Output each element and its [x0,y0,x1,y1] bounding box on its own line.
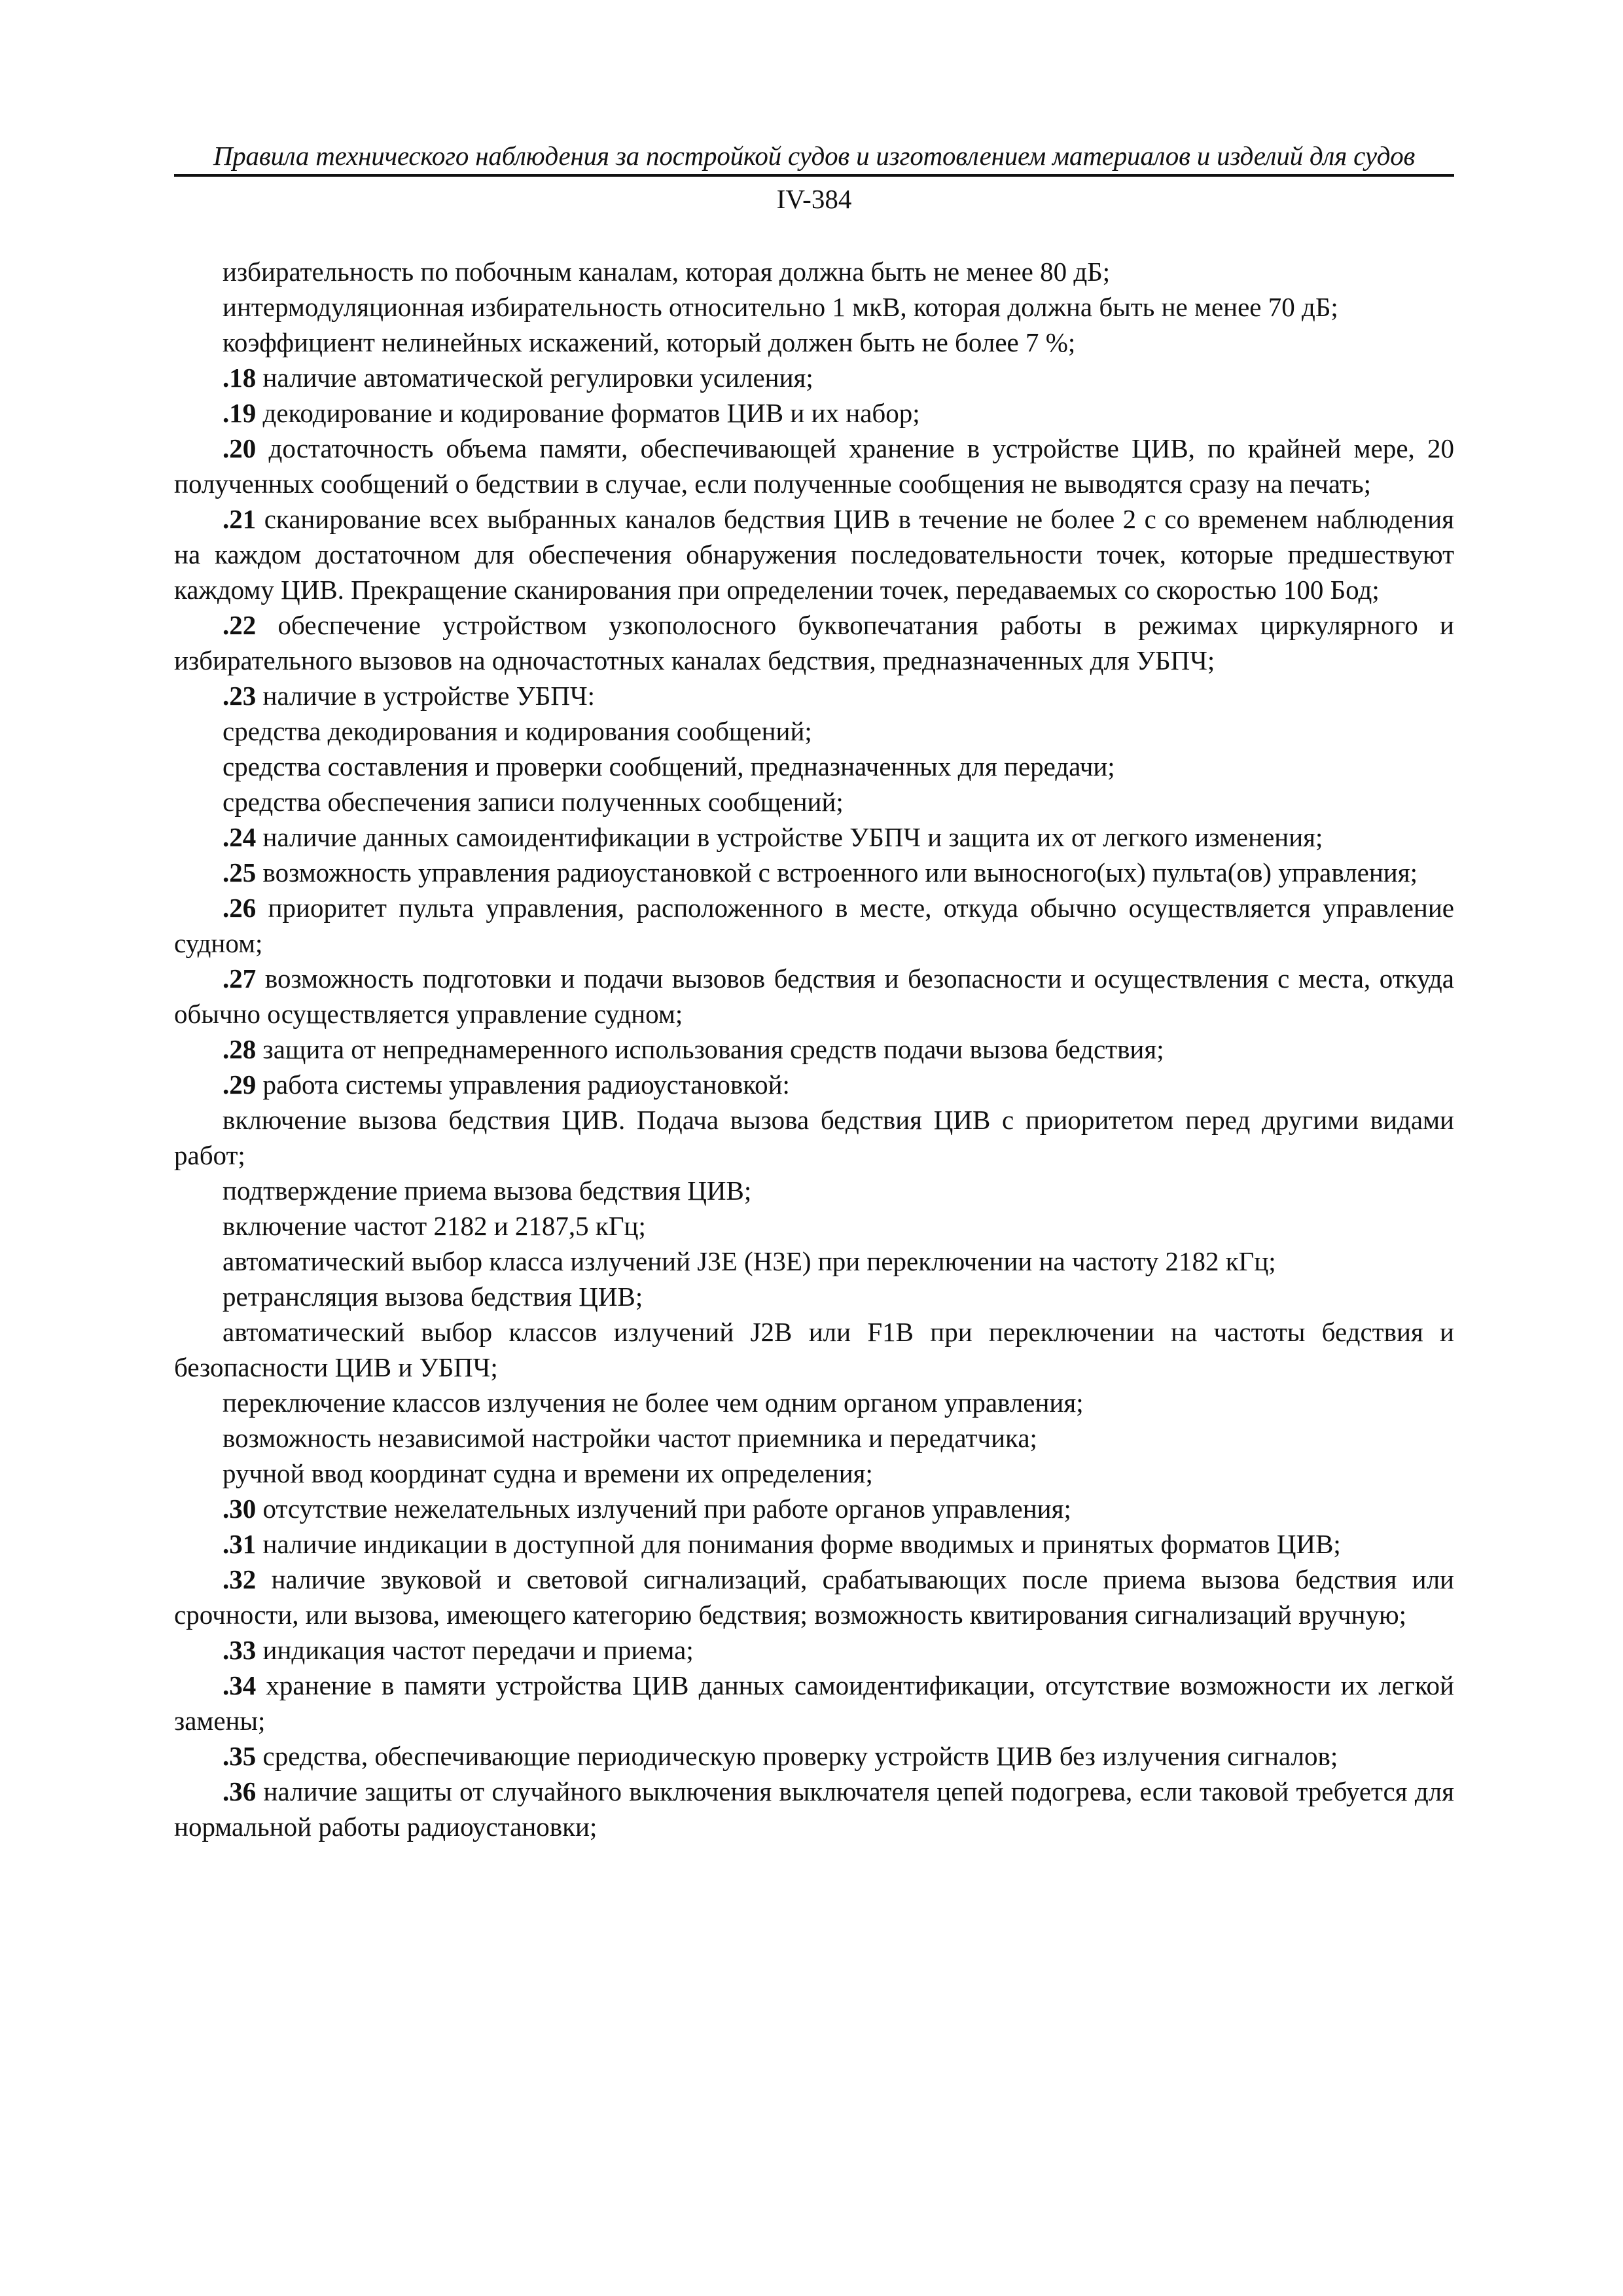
paragraph-text: достаточность объема памяти, обеспечивающей хранение в устройстве ЦИВ, по крайней мере, 20 полученных сообщений о бедствии в случае, если полученные сообщения не выводятся сразу на печать; [174,433,1454,499]
paragraph-text: возможность подготовки и подачи вызовов бедствия и безопасности и осуществления с места, откуда обычно осуществляется управление судном; [174,963,1454,1029]
paragraph [174,360,1454,395]
clause-number: .33 [223,1635,257,1665]
paragraph-text: коэффициент нелинейных искажений, который должен быть не более 7 %; [223,327,1076,357]
paragraph [174,289,1454,325]
paragraph-text: переключение классов излучения не более чем одним органом управления; [223,1388,1084,1418]
paragraph-text: подтверждение приема вызова бедствия ЦИВ; [223,1175,752,1206]
paragraph [174,1173,1454,1208]
paragraph [174,1314,1454,1385]
paragraph-text: ручной ввод координат судна и времени их определения; [223,1458,873,1488]
paragraph [174,1420,1454,1456]
paragraph-text: отсутствие нежелательных излучений при работе органов управления; [256,1494,1071,1524]
paragraph [174,1385,1454,1420]
paragraph [174,501,1454,607]
paragraph [174,1102,1454,1173]
paragraph-text: возможность независимой настройки частот приемника и передатчика; [223,1423,1037,1453]
clause-number: .35 [223,1741,257,1771]
paragraph-text: защита от непреднамеренного использования средств подачи вызова бедствия; [256,1034,1164,1064]
paragraph-text: включение частот 2182 и 2187,5 кГц; [223,1211,646,1241]
paragraph [174,1632,1454,1668]
paragraph [174,749,1454,784]
paragraph [174,1738,1454,1774]
clause-number: .36 [223,1776,257,1806]
clause-number: .28 [223,1034,257,1064]
clause-number: .29 [223,1069,257,1100]
clause-number: .21 [223,504,257,534]
paragraph-text: декодирование и кодирование форматов ЦИВ и их набор; [256,398,920,428]
paragraph [174,1279,1454,1314]
clause-number: .22 [223,610,257,640]
clause-number: .25 [223,857,257,888]
paragraph [174,961,1454,1031]
paragraph-text: избирательность по побочным каналам, которая должна быть не менее 80 дБ; [223,257,1111,287]
paragraph-text: работа системы управления радиоустановкой: [256,1069,790,1100]
paragraph-text: сканирование всех выбранных каналов бедствия ЦИВ в течение не более 2 с со временем наблюдения на каждом достаточном для обеспечения обнаружения последовательности точек, которые предшествуют каждому ЦИВ. Прекращение сканирования при определении точек, передаваемых со скоростью 100 Бод; [174,504,1454,605]
paragraph-text: наличие автоматической регулировки усиления; [256,363,813,393]
paragraph [174,890,1454,961]
running-title: Правила технического наблюдения за постройкой судов и изготовлением материалов и изделий для судов [213,141,1416,171]
paragraph [174,678,1454,713]
paragraph [174,855,1454,890]
paragraph-text: автоматический выбор класса излучений J3E (H3E) при переключении на частоту 2182 кГц; [223,1246,1276,1276]
paragraph [174,395,1454,431]
paragraph-text: приоритет пульта управления, расположенного в месте, откуда обычно осуществляется управление судном; [174,893,1454,958]
document-body [174,254,1454,1844]
paragraph-text: наличие индикации в доступной для понимания форме вводимых и принятых форматов ЦИВ; [256,1529,1341,1559]
paragraph [174,784,1454,819]
paragraph [174,325,1454,360]
paragraph [174,431,1454,501]
paragraph-text: возможность управления радиоустановкой с встроенного или выносного(ых) пульта(ов) управления; [256,857,1418,888]
paragraph [174,819,1454,855]
paragraph-text: средства обеспечения записи полученных сообщений; [223,787,844,817]
paragraph [174,1067,1454,1102]
paragraph [174,1668,1454,1738]
paragraph [174,607,1454,678]
paragraph-text: средства декодирования и кодирования сообщений; [223,716,812,746]
clause-number: .26 [223,893,257,923]
paragraph-text: наличие защиты от случайного выключения выключателя цепей подогрева, если таковой требуется для нормальной работы радиоустановки; [174,1776,1454,1842]
paragraph [174,1244,1454,1279]
clause-number: .19 [223,398,257,428]
page-number: IV-384 [776,184,852,214]
paragraph-text: наличие звуковой и световой сигнализаций, срабатывающих после приема вызова бедствия или срочности, или вызова, имеющего категорию бедствия; возможность квитирования сигнализаций вручную; [174,1564,1454,1630]
paragraph-text: включение вызова бедствия ЦИВ. Подача вызова бедствия ЦИВ с приоритетом перед другими видами работ; [174,1105,1454,1170]
clause-number: .30 [223,1494,257,1524]
paragraph-text: хранение в памяти устройства ЦИВ данных самоидентификации, отсутствие возможности их легкой замены; [174,1670,1454,1736]
clause-number: .31 [223,1529,257,1559]
paragraph-text: интермодуляционная избирательность относительно 1 мкВ, которая должна быть не менее 70 дБ; [223,292,1338,322]
paragraph-text: наличие в устройстве УБПЧ: [256,681,595,711]
paragraph [174,1456,1454,1491]
clause-number: .32 [223,1564,257,1594]
clause-number: .34 [223,1670,257,1700]
clause-number: .18 [223,363,257,393]
paragraph-text: автоматический выбор классов излучений J2B или F1B при переключении на частоты бедствия и безопасности ЦИВ и УБПЧ; [174,1317,1454,1382]
paragraph-text: средства, обеспечивающие периодическую проверку устройств ЦИВ без излучения сигналов; [256,1741,1338,1771]
paragraph [174,1208,1454,1244]
paragraph-text: обеспечение устройством узкополосного буквопечатания работы в режимах циркулярного и избирательного вызовов на одночастотных каналах бедствия, предназначенных для УБПЧ; [174,610,1454,675]
paragraph [174,1562,1454,1632]
clause-number: .23 [223,681,257,711]
paragraph [174,1491,1454,1526]
paragraph [174,1031,1454,1067]
paragraph [174,1526,1454,1562]
paragraph-text: ретрансляция вызова бедствия ЦИВ; [223,1282,643,1312]
clause-number: .24 [223,822,257,852]
page-header [174,139,1454,216]
clause-number: .27 [223,963,257,994]
paragraph [174,1774,1454,1844]
paragraph-text: наличие данных самоидентификации в устройстве УБПЧ и защита их от легкого изменения; [256,822,1323,852]
clause-number: .20 [223,433,257,463]
paragraph [174,713,1454,749]
paragraph-text: индикация частот передачи и приема; [256,1635,694,1665]
paragraph [174,254,1454,289]
paragraph-text: средства составления и проверки сообщений, предназначенных для передачи; [223,751,1115,781]
header-rule [174,174,1454,177]
